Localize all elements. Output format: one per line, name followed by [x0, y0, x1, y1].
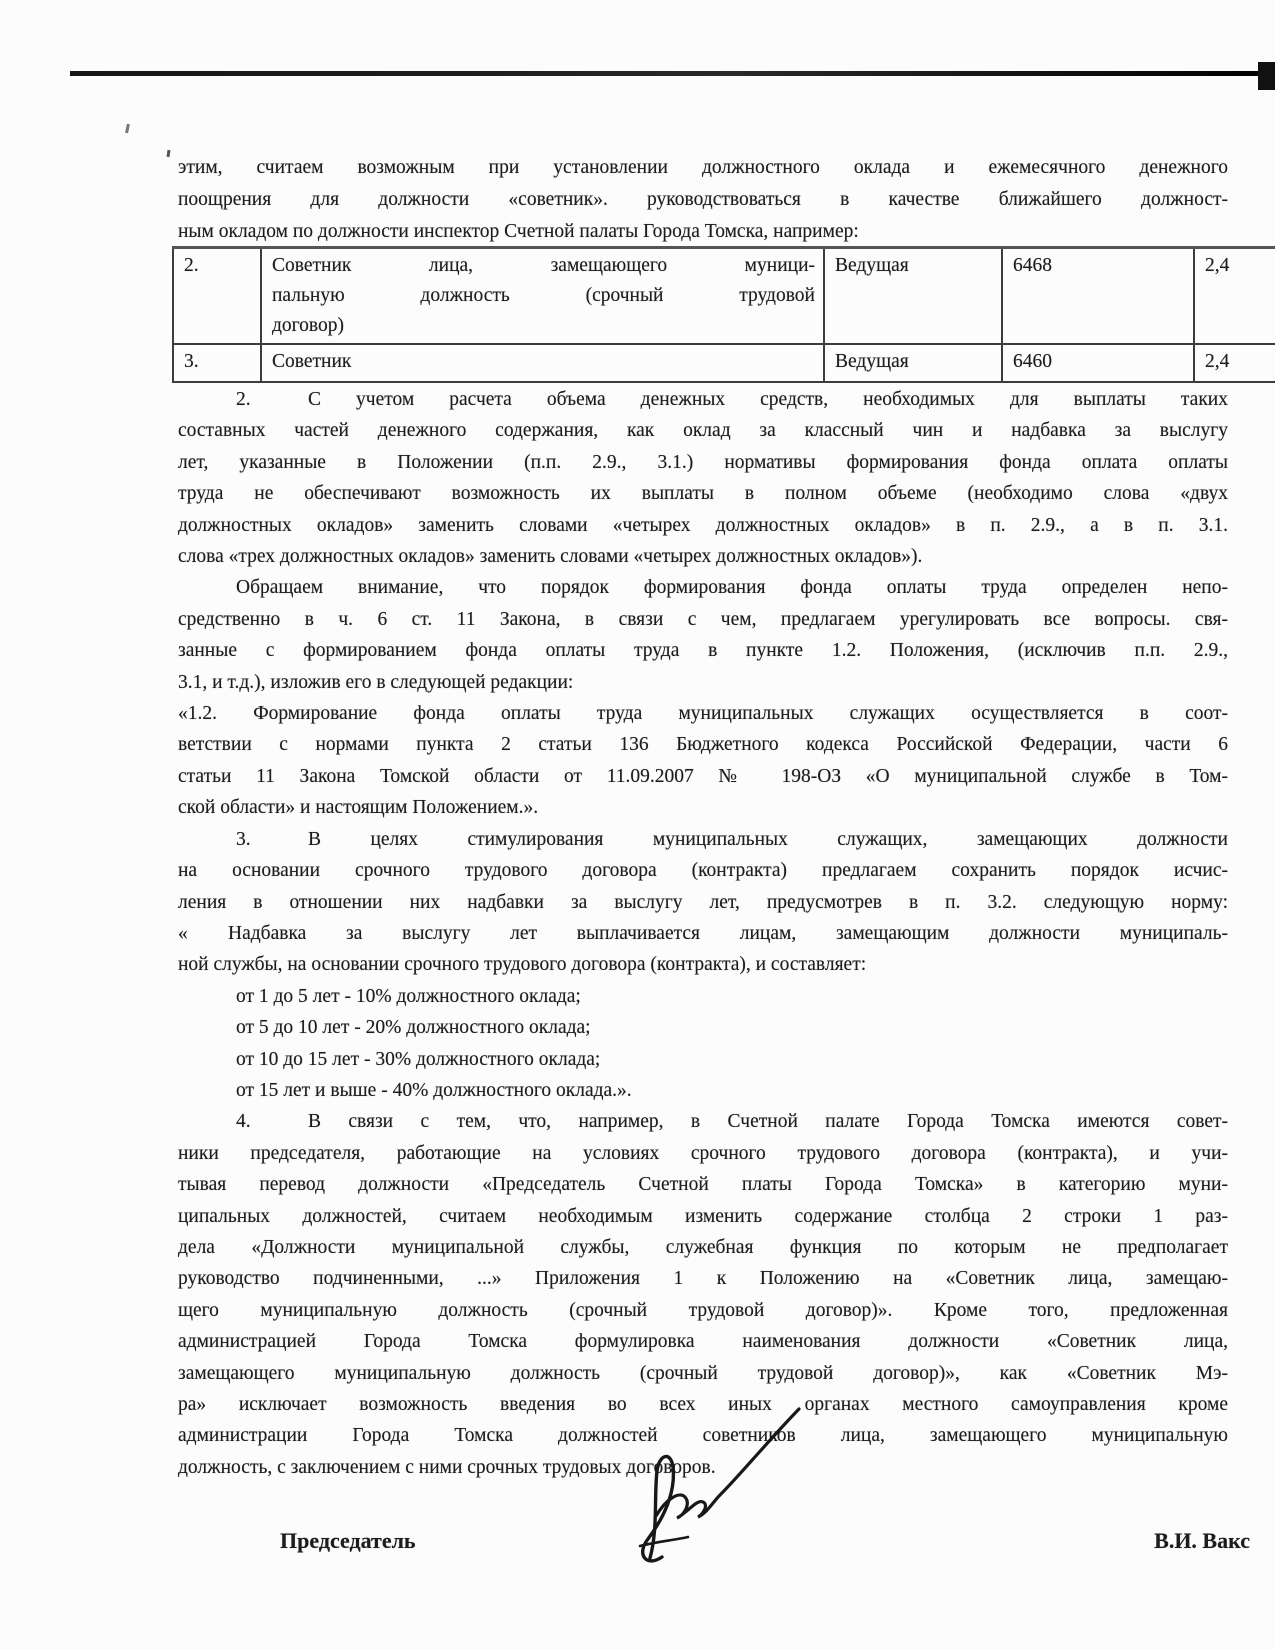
text-line: составных частей денежного содержания, как оклад за классный чин и надбавка за выслугу	[178, 420, 1228, 442]
text-line: замещающего муниципальную должность (срочный трудовой договор)», как «Советник Мэ-	[178, 1362, 1228, 1384]
paragraph-number: 4.	[236, 1111, 251, 1133]
text-line: на основании срочного трудового договора (контракта) предлагаем сохранить порядок исчис-	[178, 860, 1228, 882]
text-line: от 15 лет и выше - 40% должностного оклада.».	[236, 1079, 632, 1101]
salary-cell: 6468	[1002, 248, 1194, 345]
text-line: лет, указанные в Положении (п.п. 2.9., 3.1.) нормативы формирования фонда оплата оплаты	[178, 451, 1228, 473]
signatory-title: Председатель	[280, 1528, 416, 1553]
row-number-cell: 2.	[173, 248, 261, 345]
text-line: ной службы, на основании срочного трудового договора (контракта), и составляет:	[178, 954, 867, 976]
text-line: ципальных должностей, считаем необходимым изменить содержание столбца 2 строки 1 раз-	[178, 1205, 1228, 1227]
text-line: средственно в ч. 6 ст. 11 Закона, в связи с чем, предлагаем урегулировать все вопросы. свя-	[178, 608, 1228, 630]
text-line: слова «трех должностных окладов» заменить словами «четырех должностных окладов»).	[178, 546, 923, 568]
text-line: Обращаем внимание, что порядок формирования фонда оплаты труда определен непо-	[236, 577, 1228, 599]
salary-cell: 6460	[1002, 344, 1194, 382]
position-name-cell	[261, 248, 824, 345]
text-line: ра» исключает возможность введения во всех иных органах местного самоуправления кроме	[178, 1394, 1228, 1415]
text-line: ветствии с нормами пункта 2 статьи 136 Бюджетного кодекса Российской Федерации, части 6	[178, 734, 1228, 756]
body-paragraph	[178, 981, 1228, 1107]
text-line: договор)	[272, 315, 345, 336]
text-line: этим, считаем возможным при установлении должностного оклада и ежемесячного денежного	[178, 157, 1228, 178]
text-line: дела «Должности муниципальной службы, служебная функция по которым не предполагает	[178, 1236, 1228, 1258]
text-line: от 5 до 10 лет - 20% должностного оклада;	[236, 1017, 591, 1039]
text-line: занные с формированием фонда оплаты труда в пункте 1.2. Положения, (исключив п.п. 2.9.,	[178, 640, 1228, 662]
intro-paragraph	[178, 152, 1228, 248]
scan-edge-line	[70, 71, 1275, 76]
scan-edge-artifact	[1258, 62, 1275, 90]
signature-autograph	[600, 1396, 815, 1568]
body-paragraph	[178, 698, 1228, 824]
signatory-name: В.И. Вакс	[1154, 1528, 1250, 1553]
text-line: 3. В целях стимулирования муниципальных служащих, замещающих должности	[178, 824, 1228, 855]
text-line: Советник	[272, 351, 352, 372]
text-line: 2. С учетом расчета объема денежных средств, необходимых для выплаты таких	[178, 384, 1228, 415]
text-line: ным окладом по должности инспектор Счетной палаты Города Томска, например:	[178, 221, 859, 242]
text-line: администрации Города Томска должностей советников лица, замещающего муниципальную	[178, 1425, 1228, 1447]
salary-table	[172, 246, 1275, 383]
text-line: щего муниципальную должность (срочный трудовой договор)». Кроме того, предложенная	[178, 1299, 1228, 1321]
body-paragraph	[178, 572, 1228, 698]
document-body	[178, 384, 1228, 1483]
ratio-cell: 2,4	[1194, 248, 1275, 345]
group-cell: Ведущая	[824, 248, 1002, 345]
ratio-cell: 2,4	[1194, 344, 1275, 382]
text-line: должность, с заключением с ними срочных трудовых договоров.	[178, 1456, 716, 1478]
text-line: труда не обеспечивают возможность их выплаты в полном объеме (необходимо слова «двух	[178, 483, 1228, 505]
paragraph-number: 3.	[236, 828, 251, 850]
body-paragraph	[178, 918, 1228, 981]
text-line: ления в отношении них надбавки за выслугу лет, предусмотрев в п. 3.2. следующую норму:	[178, 891, 1228, 913]
position-name-cell	[261, 344, 824, 382]
text-line: ники председателя, работающие на условиях срочного трудового договора (контракта), и учи-	[178, 1142, 1228, 1164]
text-line: 3.1, и т.д.), изложив его в следующей редакции:	[178, 671, 574, 693]
text-line: Советник лица, замещающего муници-	[272, 255, 815, 276]
text-line: тывая перевод должности «Председатель Счетной платы Города Томска» в категорию муни-	[178, 1174, 1228, 1196]
paragraph-number: 2.	[236, 389, 251, 410]
table-row	[173, 248, 1275, 345]
text-line: «1.2. Формирование фонда оплаты труда муниципальных служащих осуществляется в соот-	[178, 703, 1228, 725]
text-line: руководство подчиненными, ...» Приложения 1 к Положению на «Советник лица, замещаю-	[178, 1268, 1228, 1290]
body-paragraph	[178, 824, 1228, 918]
text-line: от 1 до 5 лет - 10% должностного оклада;	[236, 985, 581, 1007]
table-row	[173, 344, 1275, 382]
stray-mark	[167, 150, 171, 157]
text-line: администрацией Города Томска формулировка наименования должности «Советник лица,	[178, 1331, 1228, 1353]
text-line: должностных окладов» заменить словами «четырех должностных окладов» в п. 2.9., а в п. 3.1.	[178, 514, 1228, 536]
row-number-cell: 3.	[173, 344, 261, 382]
stray-mark	[125, 124, 130, 133]
text-line: статьи 11 Закона Томской области от 11.09.2007 № 198-ОЗ «О муниципальной службе в Том-	[178, 765, 1228, 787]
text-line: от 10 до 15 лет - 30% должностного оклада;	[236, 1048, 601, 1070]
text-line: ской области» и настоящим Положением.».	[178, 797, 539, 819]
paragraph-number: «	[178, 922, 188, 944]
text-line: поощрения для должности «советник». руководствоваться в качестве ближайшего должност-	[178, 189, 1228, 210]
text-line: 4. В связи с тем, что, например, в Счетной палате Города Томска имеются совет-	[178, 1106, 1228, 1137]
group-cell: Ведущая	[824, 344, 1002, 382]
text-line: « Надбавка за выслугу лет выплачивается лицам, замещающим должности муниципаль-	[178, 918, 1228, 949]
text-line: пальную должность (срочный трудовой	[272, 285, 815, 306]
body-paragraph	[178, 384, 1228, 572]
